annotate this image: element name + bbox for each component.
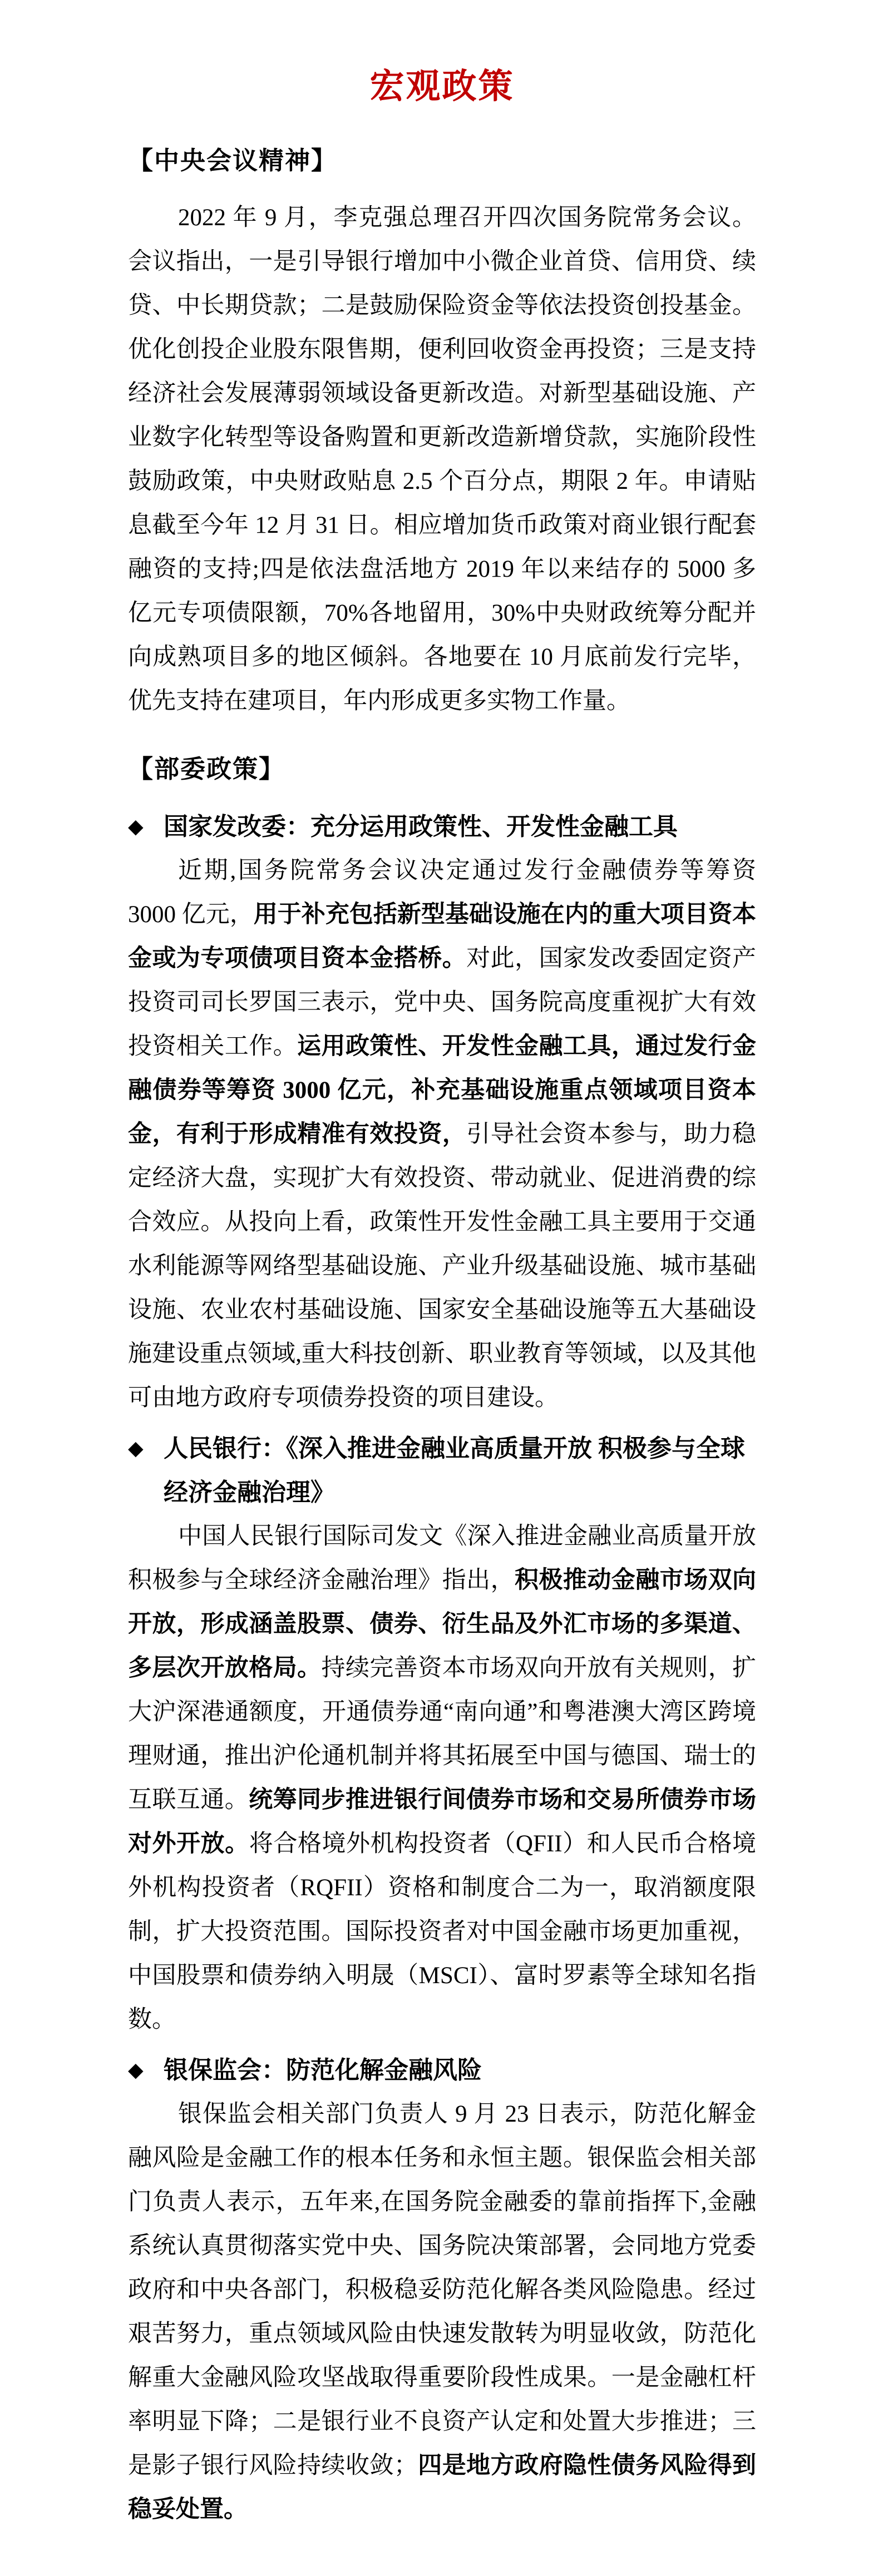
body-paragraph [128, 2092, 756, 2532]
bold-text-run: 四是地方政府隐性债务风险得到稳妥处置。 [128, 2452, 757, 2523]
text-run: 持续完善资本市场双向开放有关规则，扩大沪深港通额度，开通债券通“南向通”和粤港澳大湾区跨境理财通，推出沪伦通机制并将其拓展至中国与德国、瑞士的互联互通。 [128, 1654, 757, 1813]
section-header: 【中央会议精神】 [128, 146, 338, 175]
bold-text-run: 用于补充包括新型基础设施在内的重大项目资本金或为专项债项目资本金搭桥。 [128, 901, 757, 972]
bullet-heading-label: 人民银行：《深入推进金融业高质量开放 积极参与全球经济金融治理》 [164, 1434, 745, 1506]
bullet-heading [128, 2048, 756, 2092]
text-run: 银保监会相关部门负责人 9 月 23 日表示，防范化解金融风险是金融工作的根本任务和永恒主题。银保监会相关部门负责人表示，五年来,在国务院金融委的靠前指挥下,金融系统认真贯彻落实党中央、国务院决策部署，会同地方党委政府和中央各部门，积极稳妥防范化解各类风险隐患。经过艰苦努力，重点领域风险由快速发散转为明显收敛，防范化解重大金融风险攻坚战取得重要阶段性成果。一是金融杠杆率明显下降；二是银行业不良资产认定和处置大步推进；三是影子银行风险持续收敛； [128, 2101, 756, 2479]
diamond-icon: ◆ [128, 2058, 144, 2081]
diamond-icon: ◆ [128, 815, 144, 838]
body-paragraph [128, 196, 756, 723]
text-run: 2022 年 9 月，李克强总理召开四次国务院常务会议。会议指出，一是引导银行增加中小微企业首贷、信用贷、续贷、中长期贷款；二是鼓励保险资金等依法投资创投基金。优化创投企业股东限售期，便利回收资金再投资；三是支持经济社会发展薄弱领域设备更新改造。对新型基础设施、产业数字化转型等设备购置和更新改造新增贷款，实施阶段性鼓励政策，中央财政贴息 2.5 个百分点，期限 2 年。申请贴息截至今年 12 月 31 日。相应增加货币政策对商业银行配套融资的支持;四是依法盘活地方 2019 年以来结存的 5000 多亿元专项债限额，70%各地留用，30%中央财政统筹分配并向成熟项目多的地区倾斜。各地要在 10 月底前发行完毕，优先支持在建项目，年内形成更多实物工作量。 [128, 205, 756, 714]
text-run: 对此，国家发改委固定资产投资司司长罗国三表示，党中央、国务院高度重视扩大有效投资相关工作。 [128, 945, 757, 1059]
bullet-heading [128, 1426, 756, 1514]
text-run: 近期,国务院常务会议决定通过发行金融债券等筹资 3000 亿元， [128, 857, 756, 928]
bold-text-run: 运用政策性、开发性金融工具，通过发行金融债券等筹资 3000 亿元，补充基础设施重点领域项目资本金，有利于形成精准有效投资， [128, 1033, 757, 1147]
text-run: 引导社会资本参与，助力稳定经济大盘，实现扩大有效投资、带动就业、促进消费的综合效应。从投向上看，政策性开发性金融工具主要用于交通水利能源等网络型基础设施、产业升级基础设施、城市基础设施、农业农村基础设施、国家安全基础设施等五大基础设施建设重点领域,重大科技创新、职业教育等领域，以及其他可由地方政府专项债券投资的项目建设。 [128, 1121, 757, 1411]
section-header: 【部委政策】 [128, 755, 285, 783]
doc-title: 宏观政策 [369, 68, 515, 106]
bold-text-run: 积极推动金融市场双向开放，形成涵盖股票、债券、衍生品及外汇市场的多渠道、多层次开放格局。 [128, 1567, 757, 1681]
bullet-heading-label: 银保监会：防范化解金融风险 [164, 2056, 482, 2084]
diamond-icon: ◆ [128, 1436, 144, 1459]
bullet-heading [128, 805, 756, 849]
doc-sections [128, 145, 756, 2532]
text-run: 中国人民银行国际司发文《深入推进金融业高质量开放 积极参与全球经济金融治理》指出， [128, 1523, 756, 1593]
body-paragraph [128, 849, 756, 1420]
body-paragraph [128, 1514, 756, 2042]
bullet-heading-label: 国家发改委：充分运用政策性、开发性金融工具 [164, 813, 678, 840]
bold-text-run: 统筹同步推进银行间债券市场和交易所债券市场对外开放。 [128, 1786, 757, 1857]
text-run: 将合格境外机构投资者（QFII）和人民币合格境外机构投资者（RQFII）资格和制度合二为一，取消额度限制，扩大投资范围。国际投资者对中国金融市场更加重视，中国股票和债券纳入明晟（MSCI）、富时罗素等全球知名指数。 [128, 1830, 757, 2033]
